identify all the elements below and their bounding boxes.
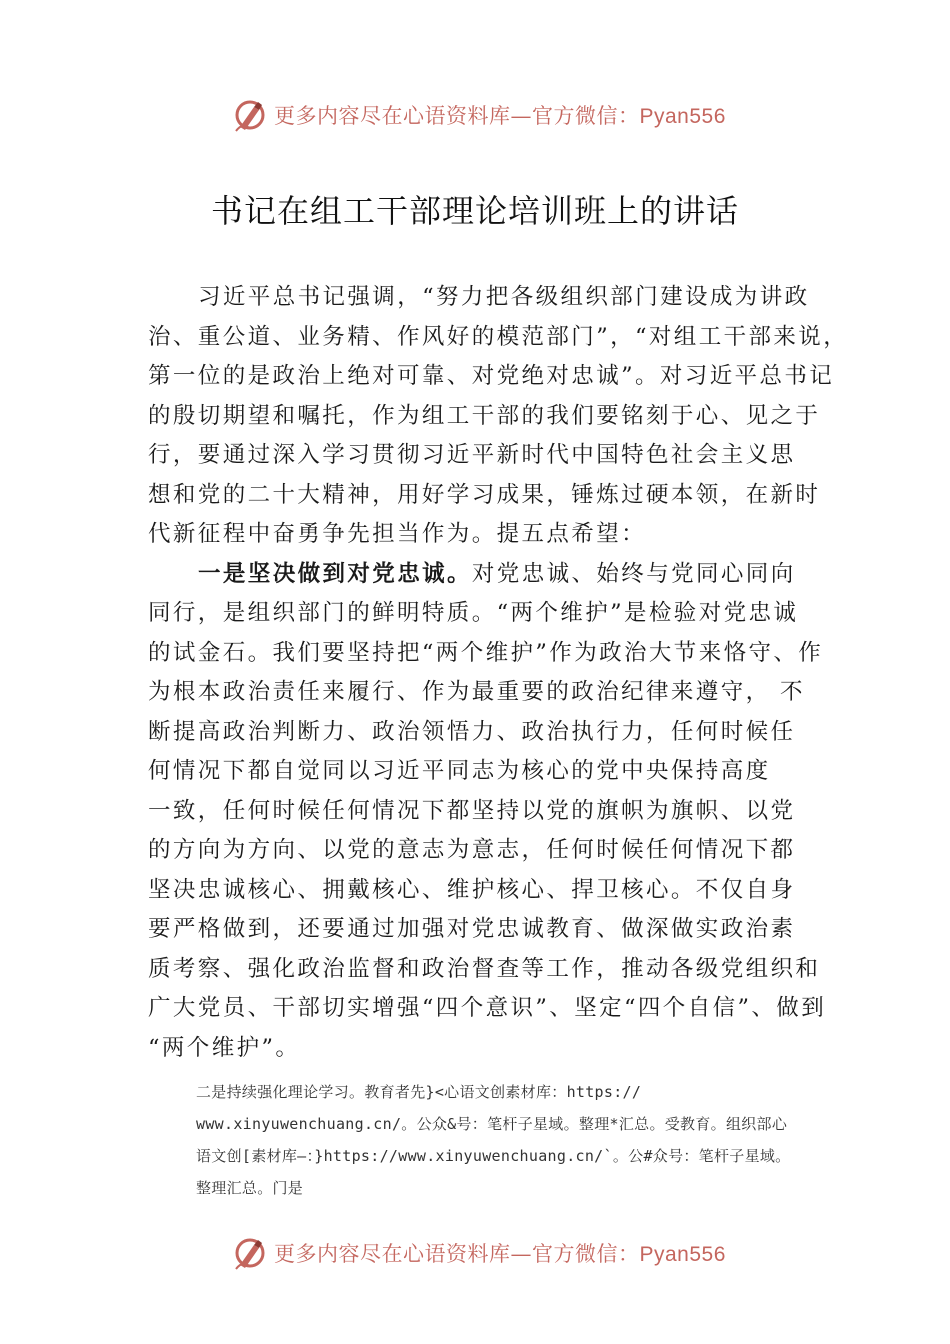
footer-banner: [0, 1233, 950, 1273]
paragraph-line: 同行，是组织部门的鲜明特质。“两个维护”是检验对党忠诚: [148, 600, 799, 626]
footnote-line: 语文创[素材库—：}https://www.xinyuwenchuang.cn/`。公#众号：笔杆子星域。: [196, 1147, 791, 1165]
paragraph-line: 第一位的是政治上绝对可靠、对党绝对忠诚”。对习近平总书记: [148, 363, 835, 389]
paragraph-lead-line: [148, 555, 828, 595]
paragraph-line: 断提高政治判断力、政治领悟力、政治执行力，任何时候任: [148, 718, 796, 745]
paragraph-line: 坚决忠诚核心、拥戴核心、维护核心、捍卫核心。不仅自身: [148, 876, 796, 903]
paragraph-line: 的殷切期望和嘱托，作为组工干部的我们要铭刻于心、见之于: [148, 402, 821, 429]
paragraph-line: 要严格做到，还要通过加强对党忠诚教育、做深做实政治素: [148, 916, 796, 942]
pen-logo-icon: [232, 1235, 268, 1271]
header-banner: [0, 95, 950, 135]
banner-text: 更多内容尽在心语资料库—官方微信：Pyan556: [274, 1242, 726, 1266]
paragraph-line: 治、重公道、业务精、作风好的模范部门”，“对组工干部来说，: [148, 323, 849, 350]
paragraph-line: 质考察、强化政治监督和政治督查等工作，推动各级党组织和: [148, 955, 821, 982]
article-body: [148, 278, 849, 1068]
footnote-line: 二是持续强化理论学习。教育者先}<心语文创素材库：https://: [196, 1083, 642, 1101]
paragraph-line: 一致，任何时候任何情况下都坚持以党的旗帜为旗帜、以党: [148, 797, 796, 824]
footnote-block: [196, 1076, 846, 1204]
pen-logo-icon: [232, 97, 268, 133]
footnote-line: 整理汇总。门是: [196, 1179, 304, 1197]
paragraph-line: 的试金石。我们要坚持把“两个维护”作为政治大节来恪守、作: [148, 639, 824, 666]
section-heading: 一是坚决做到对党忠诚。: [198, 560, 472, 587]
paragraph-line: 广大党员、干部切实增强“四个意识”、坚定“四个自信”、做到: [148, 995, 827, 1021]
paragraph-line: 习近平总书记强调，“努力把各级组织部门建设成为讲政: [198, 284, 810, 310]
paragraph-text: 对党忠诚、始终与党同心同向: [471, 560, 796, 587]
paragraph-line: 想和党的二十大精神，用好学习成果，锤炼过硬本领，在新时: [148, 481, 821, 508]
page-title: 书记在组工干部理论培训班上的讲话: [210, 192, 739, 230]
footnote-line: www.xinyuwenchuang.cn/。公众&号：笔杆子星域。整理*汇总。受教育。组织部心: [196, 1115, 788, 1133]
paragraph-line: 行，要通过深入学习贯彻习近平新时代中国特色社会主义思: [148, 442, 796, 468]
banner-text: 更多内容尽在心语资料库—官方微信：Pyan556: [274, 104, 726, 128]
paragraph-line: 何情况下都自觉同以习近平同志为核心的党中央保持高度: [148, 758, 771, 784]
wechat-id: Pyan556: [639, 1243, 726, 1266]
paragraph-line: 代新征程中奋勇争先担当作为。提五点希望：: [148, 521, 647, 547]
paragraph-line: 的方向为方向、以党的意志为意志，任何时候任何情况下都: [148, 837, 796, 863]
paragraph-line: “两个维护”。: [148, 1034, 301, 1061]
wechat-id: Pyan556: [639, 105, 726, 128]
paragraph-line: 为根本政治责任来履行、作为最重要的政治纪律来遵守， 不: [148, 679, 805, 705]
